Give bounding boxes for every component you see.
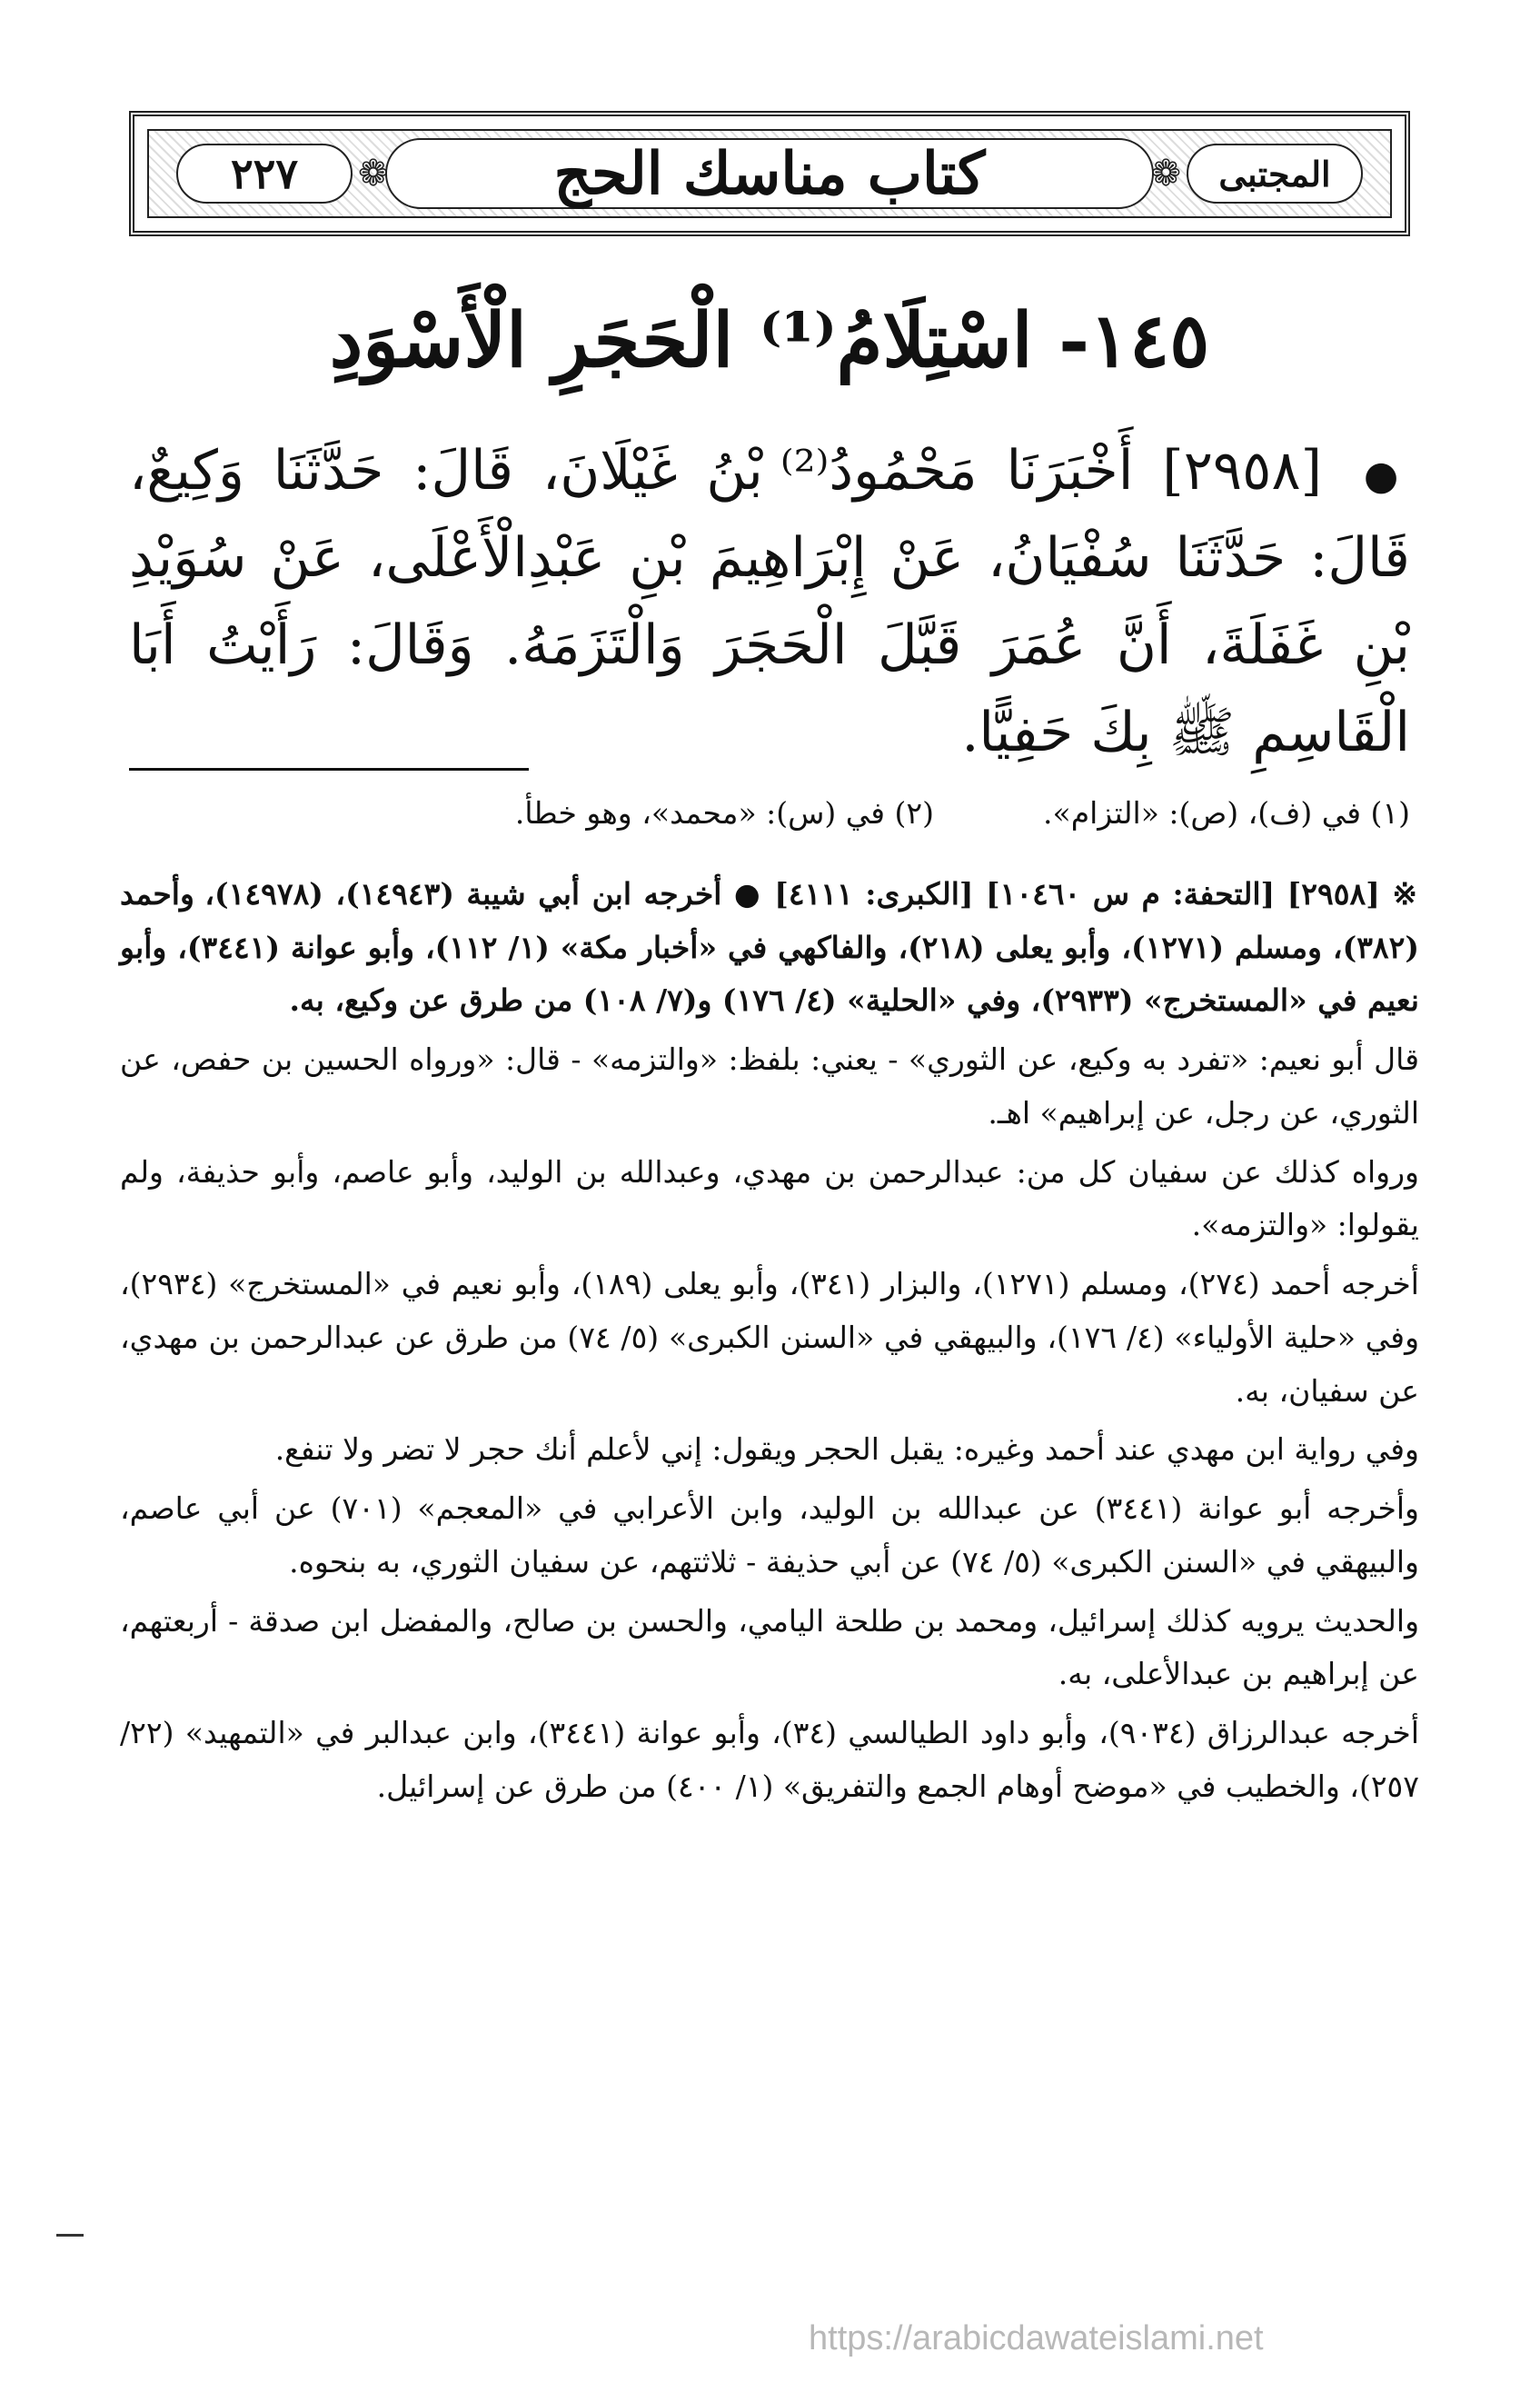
hadith-text: [٢٩٥٨] أَخْبَرَنَا مَحْمُودُ⁽²⁾ بْنُ غَيْلَانَ، قَالَ: حَدَّثَنَا وَكِيعٌ، قَالَ: حَدَّثَنَا سُفْيَانُ، عَنْ إِبْرَاهِيمَ بْنِ عَبْدِالْأَعْلَى، عَنْ سُوَيْدِ بْنِ غَفَلَةَ، أَنَّ عُمَرَ قَبَّلَ الْحَجَرَ وَالْتَزَمَهُ. وَقَالَ: رَأَيْتُ أَبَا الْقَاسِمِ ﷺ بِكَ حَفِيًّا. bbox=[129, 439, 1410, 764]
page-number: ٢٢٧ bbox=[176, 144, 353, 204]
footnote-1: (١) في (ف)، (ص): «التزام». bbox=[1043, 795, 1410, 831]
footnotes bbox=[129, 795, 1410, 831]
margin-mark bbox=[56, 2234, 84, 2237]
book-title: كتاب مناسك الحج bbox=[385, 138, 1154, 209]
takhrij-paragraph: ورواه كذلك عن سفيان كل من: عبدالرحمن بن مهدي، وعبدالله بن الوليد، وأبو عاصم، وأبو حذيفة، ولم يقولوا: «والتزمه». bbox=[120, 1153, 1419, 1243]
flower-ornament-icon: ❁ bbox=[1150, 153, 1181, 194]
page-header bbox=[129, 111, 1410, 236]
watermark-url: https://arabicdawateislami.net bbox=[809, 2319, 1264, 2357]
takhrij-paragraph: ※ [٢٩٥٨] [التحفة: م س ١٠٤٦٠] [الكبرى: ٤١١١] ● أخرجه ابن أبي شيبة (١٤٩٤٣)، (١٤٩٧٨)، وأحمد (٣٨٢)، ومسلم (١٢٧١)، وأبو يعلى (٢١٨)، والفاكهي في «أخبار مكة» (١/ ١١٢)، وأبو عوانة (٣٤٤١)، وأبو نعيم في «المستخرج» (٢٩٣٣)، وفي «الحلية» (٤/ ١٧٦) و(٧/ ١٠٨) من طرق عن وكيع، به. bbox=[120, 876, 1420, 1019]
chapter-title: ١٤٥- اسْتِلَامُ⁽¹⁾ الْحَجَرِ الْأَسْوَدِ bbox=[329, 297, 1210, 384]
takhrij-section bbox=[120, 868, 1419, 1819]
header-frame bbox=[147, 129, 1392, 218]
takhrij-paragraph: أخرجه عبدالرزاق (٩٠٣٤)، وأبو داود الطيالسي (٣٤)، وأبو عوانة (٣٤٤١)، وابن عبدالبر في «التمهيد» (٢٢/ ٢٥٧)، والخطيب في «موضح أوهام الجمع والتفريق» (١/ ٤٠٠) من طرق عن إسرائيل. bbox=[120, 1715, 1419, 1804]
takhrij-paragraph: وفي رواية ابن مهدي عند أحمد وغيره: يقبل الحجر ويقول: إني لأعلم أنك حجر لا تضر ولا تنفع. bbox=[274, 1431, 1419, 1468]
takhrij-paragraph: والحديث يرويه كذلك إسرائيل، ومحمد بن طلحة اليامي، والحسن بن صالح، والمفضل ابن صدقة - أربعتهم، عن إبراهيم بن عبدالأعلى، به. bbox=[120, 1602, 1419, 1692]
takhrij-paragraph: وأخرجه أبو عوانة (٣٤٤١) عن عبدالله بن الوليد، وابن الأعرابي في «المعجم» (٧٠١) عن أبي عاصم، والبيهقي في «السنن الكبرى» (٥/ ٧٤) عن أبي حذيفة - ثلاثتهم، عن سفيان الثوري، به بنحوه. bbox=[120, 1490, 1419, 1580]
collection-label: المجتبى bbox=[1187, 144, 1363, 204]
flower-ornament-icon: ❁ bbox=[358, 153, 389, 194]
takhrij-paragraph: قال أبو نعيم: «تفرد به وكيع، عن الثوري» - يعني: بلفظ: «والتزمه» - قال: «ورواه الحسين بن حفص، عن الثوري، عن رجل، عن إبراهيم» اهـ. bbox=[120, 1042, 1419, 1131]
footnote-divider bbox=[129, 768, 529, 771]
footnote-2: (٢) في (س): «محمد»، وهو خطأ. bbox=[514, 795, 935, 831]
bullet-icon: ● bbox=[1363, 453, 1410, 499]
takhrij-paragraph: أخرجه أحمد (٢٧٤)، ومسلم (١٢٧١)، والبزار (٣٤١)، وأبو يعلى (١٨٩)، وأبو نعيم في «المستخرج» (٢٩٣٤)، وفي «حلية الأولياء» (٤/ ١٧٦)، والبيهقي في «السنن الكبرى» (٥/ ٧٤) من طرق عن عبدالرحمن بن مهدي، عن سفيان، به. bbox=[120, 1266, 1420, 1409]
hadith-text-block bbox=[129, 427, 1410, 776]
